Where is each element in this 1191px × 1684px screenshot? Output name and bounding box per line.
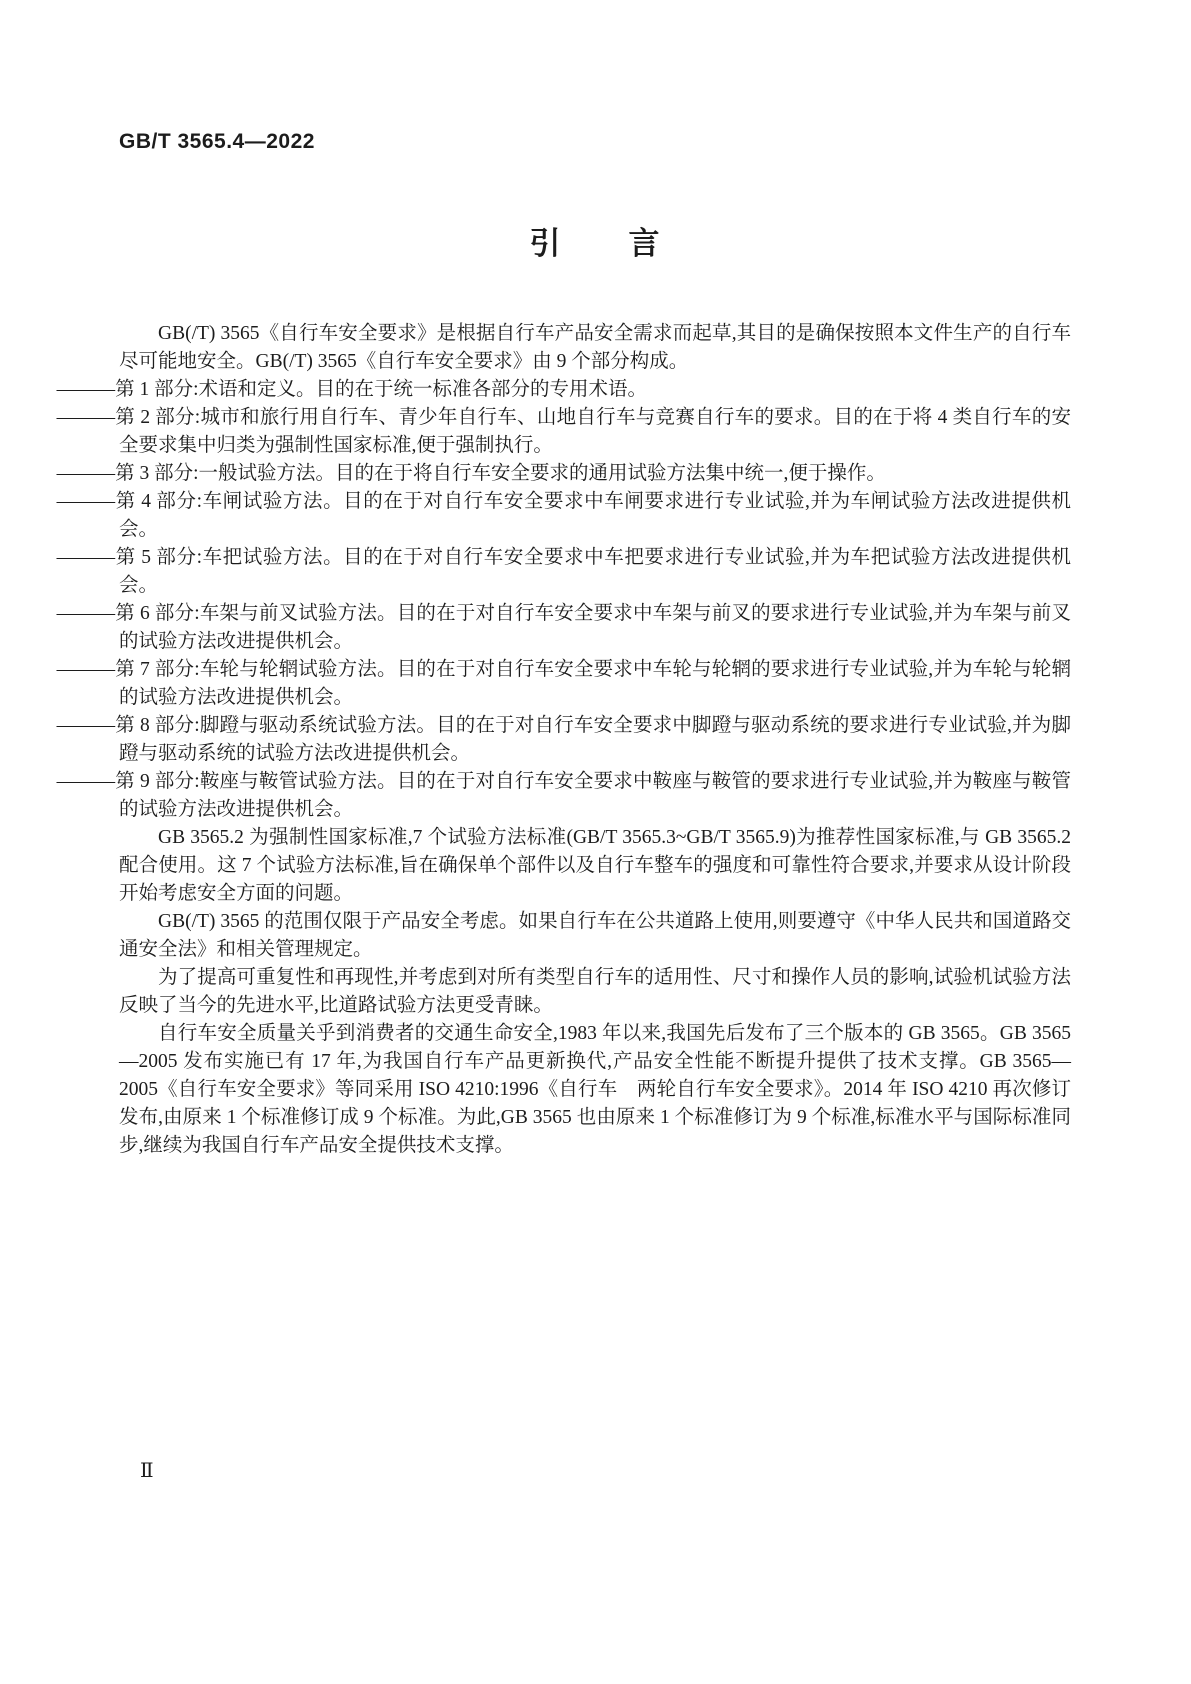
list-item-part-5: ———第 5 部分:车把试验方法。目的在于对自行车安全要求中车把要求进行专业试验,并为车把试验方法改进提供机会。 [56,547,1071,596]
paragraph-testmethods: 为了提高可重复性和再现性,并考虑到对所有类型自行车的适用性、尺寸和操作人员的影响,试验机试验方法反映了当今的先进水平,比道路试验方法更受青睐。 [119,967,1071,1016]
paragraph-history: 自行车安全质量关乎到消费者的交通生命安全,1983 年以来,我国先后发布了三个版本的 GB 3565。GB 3565—2005 发布实施已有 17 年,为我国自行车产品更新换代,产品安全性能不断提升提供了技术支撑。GB 3565—2005《自行车安全要求》等同采用 ISO 4210:1996《自行车 两轮自行车安全要求》。2014 年 ISO 4210 再次修订发布,由原来 1 个标准修订成 9 个标准。为此,GB 3565 也由原来 1 个标准修订为 9 个标准,标准水平与国际标准同步,继续为我国自行车产品安全提供技术支撑。 [119,1023,1071,1156]
list-item-part-3: ———第 3 部分:一般试验方法。目的在于将自行车安全要求的通用试验方法集中统一,便于操作。 [56,463,886,484]
list-item-part-9: ———第 9 部分:鞍座与鞍管试验方法。目的在于对自行车安全要求中鞍座与鞍管的要求进行专业试验,并为鞍座与鞍管的试验方法改进提供机会。 [56,771,1071,820]
paragraph-standards: GB 3565.2 为强制性国家标准,7 个试验方法标准(GB/T 3565.3~GB/T 3565.9)为推荐性国家标准,与 GB 3565.2 配合使用。这 7 个试验方法标准,旨在确保单个部件以及自行车整车的强度和可靠性符合要求,并要求从设计阶段开始考虑安全方面的问题。 [119,827,1071,904]
standard-number: GB/T 3565.4—2022 [119,130,315,153]
body-text [56,320,1071,1160]
list-item-part-6: ———第 6 部分:车架与前叉试验方法。目的在于对自行车安全要求中车架与前叉的要求进行专业试验,并为车架与前叉的试验方法改进提供机会。 [56,603,1071,652]
list-item-part-1: ———第 1 部分:术语和定义。目的在于统一标准各部分的专用术语。 [56,379,648,400]
paragraph-scope: GB(/T) 3565 的范围仅限于产品安全考虑。如果自行车在公共道路上使用,则要遵守《中华人民共和国道路交通安全法》和相关管理规定。 [119,911,1071,960]
list-item-part-2: ———第 2 部分:城市和旅行用自行车、青少年自行车、山地自行车与竞赛自行车的要求。目的在于将 4 类自行车的安全要求集中归类为强制性国家标准,便于强制执行。 [56,407,1071,456]
document-title: 引 言 [529,226,662,261]
page-number: Ⅱ [140,1460,154,1482]
list-item-part-8: ———第 8 部分:脚蹬与驱动系统试验方法。目的在于对自行车安全要求中脚蹬与驱动系统的要求进行专业试验,并为脚蹬与驱动系统的试验方法改进提供机会。 [56,715,1071,764]
list-item-part-7: ———第 7 部分:车轮与轮辋试验方法。目的在于对自行车安全要求中车轮与轮辋的要求进行专业试验,并为车轮与轮辋的试验方法改进提供机会。 [56,659,1071,708]
list-item-part-4: ———第 4 部分:车闸试验方法。目的在于对自行车安全要求中车闸要求进行专业试验,并为车闸试验方法改进提供机会。 [56,491,1071,540]
paragraph-intro: GB(/T) 3565《自行车安全要求》是根据自行车产品安全需求而起草,其目的是确保按照本文件生产的自行车尽可能地安全。GB(/T) 3565《自行车安全要求》由 9 个部分构成。 [119,323,1071,372]
